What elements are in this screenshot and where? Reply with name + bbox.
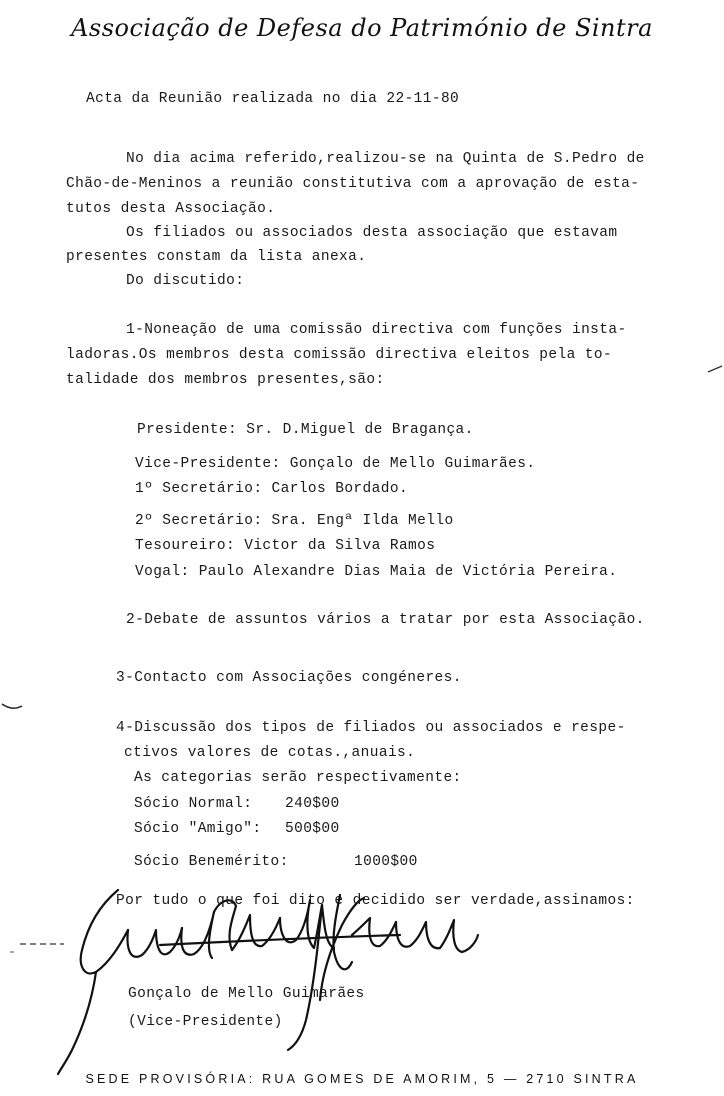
- intro-line-1: No dia acima referido,realizou-se na Quinta de S.Pedro de: [126, 151, 645, 167]
- fee-benemerito-value: 1000$00: [354, 854, 418, 870]
- margin-corner-mark: [706, 364, 724, 380]
- item1-line-3: talidade dos membros presentes,são:: [66, 372, 385, 388]
- fee-amigo-value: 500$00: [285, 821, 340, 837]
- closing-line: Por tudo o que foi dito e decidido ser verdade,assinamos:: [116, 893, 635, 909]
- item4-line-3: As categorias serão respectivamente:: [134, 770, 462, 786]
- fee-normal-value: 240$00: [285, 796, 340, 812]
- item4-line-2: ctivos valores de cotas.,anuais.: [124, 745, 416, 761]
- intro-line-5: presentes constam da lista anexa.: [66, 249, 367, 265]
- item1-line-2: ladoras.Os membros desta comissão directiva eleitos pela to-: [66, 347, 613, 363]
- intro-line-4: Os filiados ou associados desta associação que estavam: [126, 225, 618, 241]
- member-vice-presidente: Vice-Presidente: Gonçalo de Mello Guimarães.: [135, 456, 536, 472]
- intro-line-6: Do discutido:: [126, 273, 245, 289]
- margin-dash-marks: [0, 938, 70, 958]
- member-2-secretario: 2º Secretário: Sra. Engª Ilda Mello: [135, 513, 454, 529]
- fee-amigo-label: Sócio "Amigo":: [134, 821, 262, 837]
- item3: 3-Contacto com Associações congéneres.: [116, 670, 462, 686]
- member-vogal: Vogal: Paulo Alexandre Dias Maia de Victória Pereira.: [135, 564, 618, 580]
- member-presidente: Presidente: Sr. D.Miguel de Bragança.: [137, 422, 474, 438]
- item2: 2-Debate de assuntos vários a tratar por esta Associação.: [126, 612, 645, 628]
- intro-line-3: tutos desta Associação.: [66, 201, 276, 217]
- item1-line-1: 1-Noneação de uma comissão directiva com funções insta-: [126, 322, 627, 338]
- signatory-role: (Vice-Presidente): [128, 1014, 283, 1030]
- letterhead: Associação de Defesa do Património de Sintra: [71, 14, 653, 42]
- minutes-title: Acta da Reunião realizada no dia 22-11-80: [86, 91, 460, 107]
- intro-line-2: Chão-de-Meninos a reunião constitutiva com a aprovação de esta-: [66, 176, 640, 192]
- member-tesoureiro: Tesoureiro: Victor da Silva Ramos: [135, 538, 436, 554]
- footer-address: SEDE PROVISÓRIA: RUA GOMES DE AMORIM, 5 — 2710 SINTRA: [85, 1072, 639, 1086]
- member-1-secretario: 1º Secretário: Carlos Bordado.: [135, 481, 409, 497]
- item4-line-1: 4-Discussão dos tipos de filiados ou associados e respe-: [116, 720, 626, 736]
- margin-tick-mark: [0, 690, 30, 720]
- fee-benemerito-label: Sócio Benemérito:: [134, 854, 289, 870]
- signatory-name: Gonçalo de Mello Guimarães: [128, 986, 365, 1002]
- fee-normal-label: Sócio Normal:: [134, 796, 253, 812]
